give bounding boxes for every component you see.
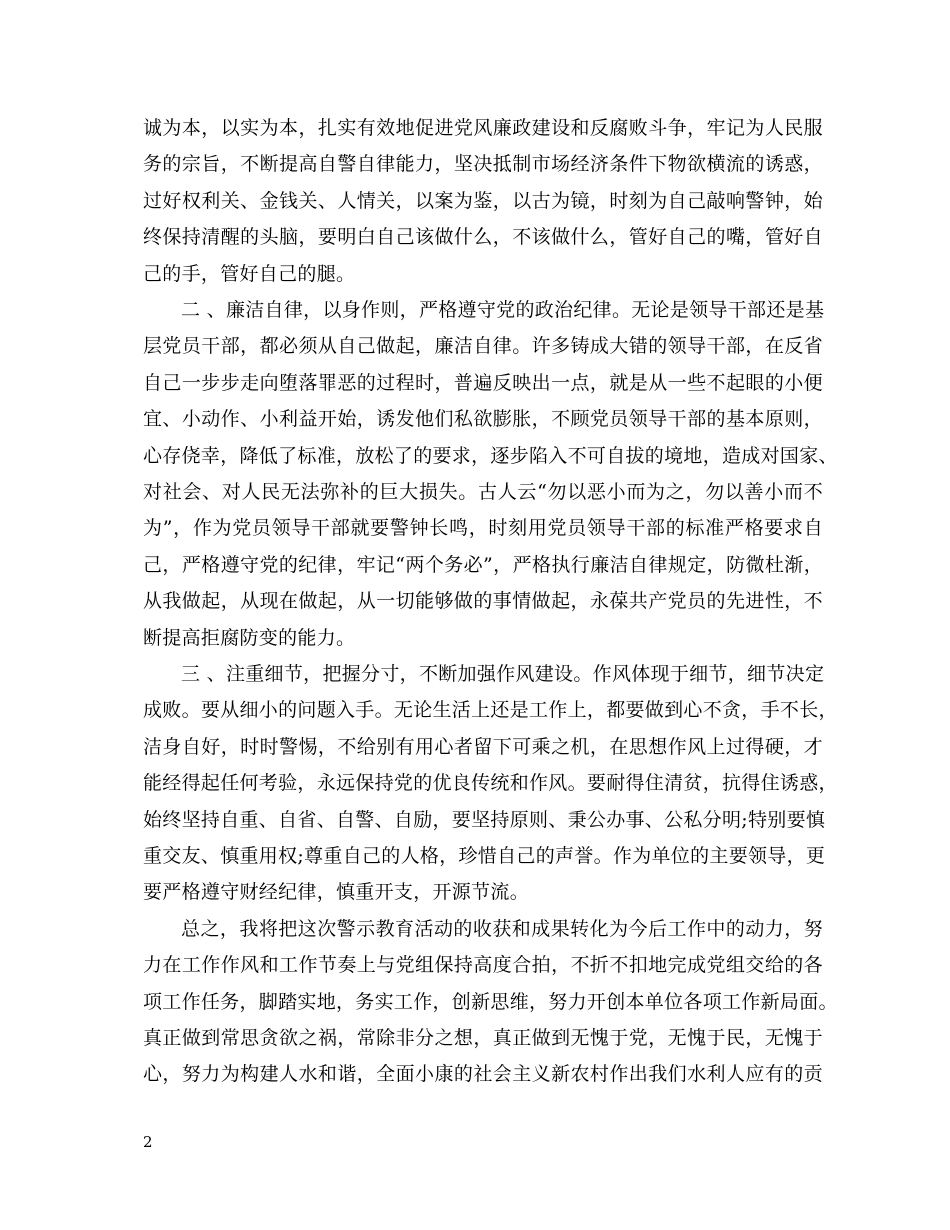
text-line: 为”，作为党员领导干部就要警钟长鸣，时刻用党员领导干部的标准严格要求自 [143,517,823,539]
text-line: 己，严格遵守党的纪律，牢记“两个务必”，严格执行廉洁自律规定，防微杜渐， [143,554,823,576]
text-line: 层党员干部，都必须从自己做起，廉洁自律。许多铸成大错的领导干部，在反省 [143,335,823,357]
text-line: 务的宗旨，不断提高自警自律能力，坚决抵制市场经济条件下物欲横流的诱惑， [143,153,823,175]
text-line: 重交友、慎重用权;尊重自己的人格，珍惜自己的声誉。作为单位的主要领导，更 [143,845,826,867]
text-line: 洁身自好，时时警惕，不给别有用心者留下可乘之机，在思想作风上过得硬，才 [143,736,823,758]
text-line: 始终坚持自重、自省、自警、自励，要坚持原则、秉公办事、公私分明;特别要慎 [143,809,826,831]
text-line: 二 、廉洁自律，以身作则，严格遵守党的政治纪律。无论是领导干部还是基 [181,299,825,321]
text-line: 过好权利关、金钱关、人情关，以案为鉴，以古为镜，时刻为自己敲响警钟，始 [143,190,823,212]
text-line: 诚为本，以实为本，扎实有效地促进党风廉政建设和反腐败斗争，牢记为人民服 [143,117,823,139]
text-line: 终保持清醒的头脑，要明白自己该做什么，不该做什么，管好自己的嘴，管好自 [143,226,823,248]
text-line: 三 、注重细节，把握分寸，不断加强作风建设。作风体现于细节，细节决定 [181,663,825,685]
text-line: 要严格遵守财经纪律，慎重开支，开源节流。 [143,881,530,903]
text-line: 对社会、对人民无法弥补的巨大损失。古人云“勿以恶小而为之，勿以善小而不 [143,481,823,503]
text-line: 心存侥幸，降低了标准，放松了的要求，逐步陷入不可自拔的境地，造成对国家、 [143,445,838,467]
text-line: 总之，我将把这次警示教育活动的收获和成果转化为今后工作中的动力，努 [181,918,823,940]
text-line: 项工作任务，脚踏实地，务实工作，创新思维，努力开创本单位各项工作新局面。 [143,991,838,1013]
text-line: 成败。要从细小的问题入手。无论生活上还是工作上，都要做到心不贪，手不长， [143,699,838,721]
text-line: 能经得起任何考验，永远保持党的优良传统和作风。要耐得住清贫，抗得住诱惑， [143,772,838,794]
text-line: 真正做到常思贪欲之祸，常除非分之想，真正做到无愧于党，无愧于民，无愧于 [143,1027,823,1049]
text-line: 己的手，管好自己的腿。 [143,263,356,285]
text-line: 心，努力为构建人水和谐，全面小康的社会主义新农村作出我们水利人应有的贡 [143,1063,823,1085]
text-line: 自己一步步走向堕落罪恶的过程时，普遍反映出一点，就是从一些不起眼的小便 [143,372,823,394]
text-line: 宜、小动作、小利益开始，诱发他们私欲膨胀，不顾党员领导干部的基本原则， [143,408,823,430]
text-line: 断提高拒腐防变的能力。 [143,627,356,649]
page-number: 2 [143,1133,153,1151]
text-line: 力在工作作风和工作节奏上与党组保持高度合拍，不折不扣地完成党组交给的各 [143,954,823,976]
text-line: 从我做起，从现在做起，从一切能够做的事情做起，永葆共产党员的先进性，不 [143,590,823,612]
